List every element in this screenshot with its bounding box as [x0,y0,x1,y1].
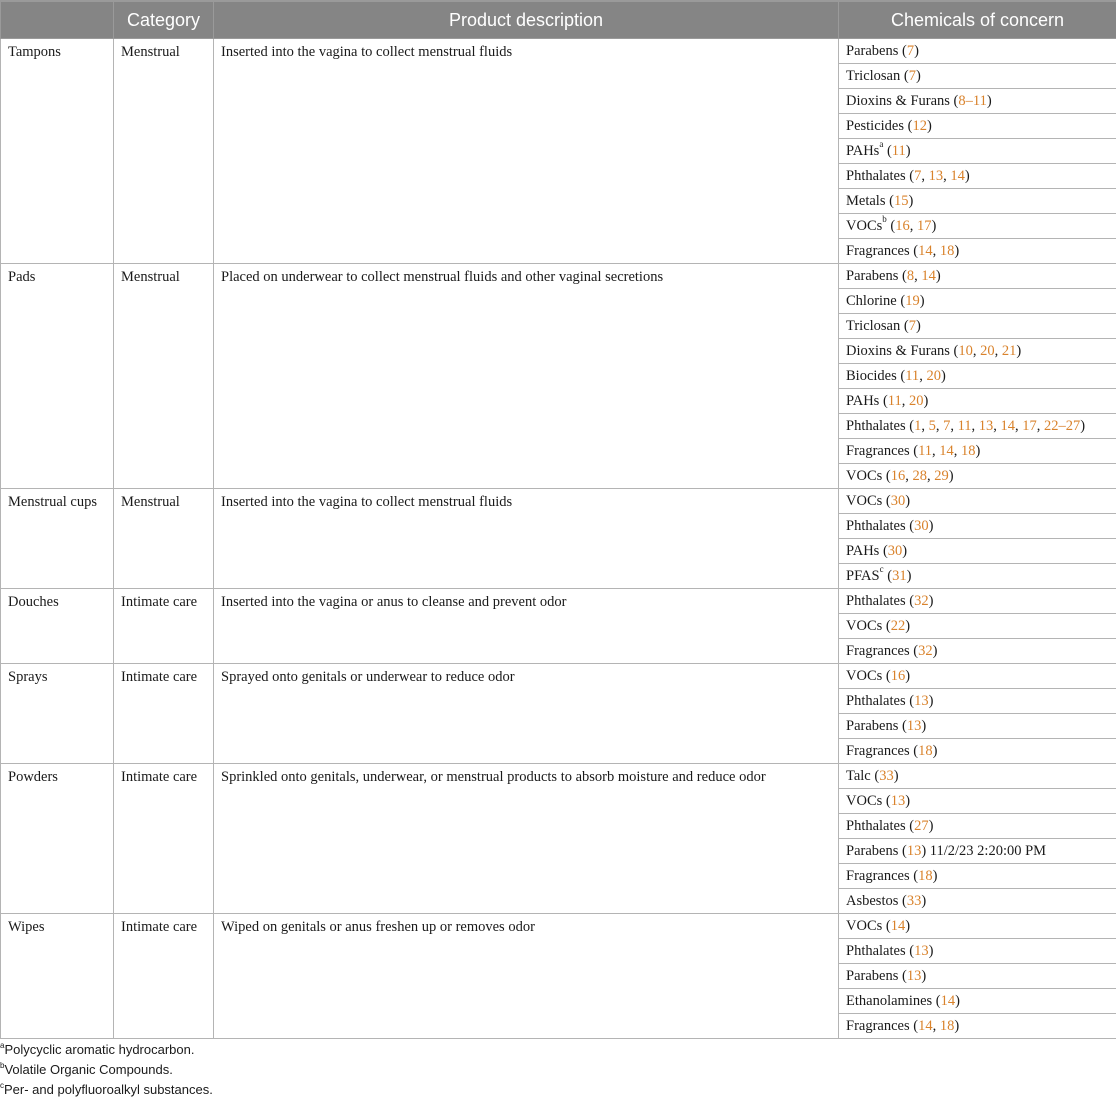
chemical-name: Parabens [846,268,899,284]
chemical-cell: Phthalates (7, 13, 14) [839,164,1116,189]
reference-link[interactable]: 13 [914,943,929,959]
chemical-cell: VOCs (13) [839,789,1116,814]
reference-link[interactable]: 10 [958,343,973,359]
reference-link[interactable]: 20 [980,343,995,359]
chemical-cell: Fragrances (14, 18) [839,1014,1116,1039]
footnote-text: Per- and polyfluoroalkyl substances. [4,1082,213,1097]
reference-link[interactable]: 16 [890,668,906,684]
chemical-name: Fragrances [846,643,910,659]
footnote-text: Polycyclic aromatic hydrocarbon. [4,1042,195,1057]
chemical-cell: Fragrances (11, 14, 18) [839,439,1116,464]
reference-link[interactable]: 28 [912,468,927,484]
footnote [0,1060,213,1080]
chemical-cell: Pesticides (12) [839,114,1116,139]
reference-link[interactable]: 8–11 [958,93,987,109]
chemical-name: Ethanolamines [846,993,933,1009]
chemical-cell: Asbestos (33) [839,889,1116,914]
reference-link[interactable]: 32 [914,593,929,609]
chemical-name: Phthalates [846,943,906,959]
product-name: Pads [1,264,114,489]
reference-link[interactable]: 13 [928,168,944,184]
reference-link[interactable]: 18 [961,443,976,459]
chemical-cell: Dioxins & Furans (10, 20, 21) [839,339,1116,364]
reference-link[interactable]: 8 [906,268,915,284]
chemical-name: PAHs [846,393,880,409]
reference-link[interactable]: 22 [890,618,906,634]
footnote-mark: b [0,1060,5,1070]
table-row [1,39,1116,64]
reference-link[interactable]: 22–27 [1044,418,1081,434]
chemical-name: Phthalates [846,518,906,534]
product-name: Menstrual cups [1,489,114,589]
reference-link[interactable]: 18 [918,743,933,759]
product-description: Placed on underwear to collect menstrual fluids and other vaginal secretions [214,264,839,489]
reference-link[interactable]: 14 [890,918,906,934]
reference-link[interactable]: 29 [934,468,949,484]
reference-link[interactable]: 7 [914,168,922,184]
table-row [1,489,1116,514]
product-name: Wipes [1,914,114,1039]
header-chemicals: Chemicals of concern [839,1,1116,39]
chemical-cell: Phthalates (1, 5, 7, 11, 13, 14, 17, 22–27) [839,414,1116,439]
chemical-cell: Triclosan (7) [839,64,1116,89]
chemical-name: Fragrances [846,868,910,884]
chemical-name: VOCs [846,493,883,509]
product-name: Powders [1,764,114,914]
footnote-marker: c [879,564,884,575]
chemical-cell: PFAS$^c$ (31) [839,564,1116,589]
reference-link[interactable]: 7 [908,318,916,334]
chemical-name: PAHs [846,543,880,559]
chemical-name: Dioxins & Furans [846,343,950,359]
chemical-cell: Phthalates (13) [839,939,1116,964]
chemical-name: VOCs [846,218,883,234]
reference-link[interactable]: 30 [887,543,903,559]
table-row [1,764,1116,789]
reference-link[interactable]: 11 [887,393,902,409]
reference-link[interactable]: 18 [939,1018,955,1034]
chemical-cell: Fragrances (18) [839,739,1116,764]
chemical-name: Metals [846,193,886,209]
product-description: Sprinkled onto genitals, underwear, or menstrual products to absorb moisture and reduce odor [214,764,839,914]
footnote [0,1080,213,1100]
reference-link[interactable]: 14 [918,1018,933,1034]
product-category: Intimate care [114,914,214,1039]
reference-link[interactable]: 21 [1001,343,1017,359]
chemical-name: Fragrances [846,243,910,259]
chemical-cell: Chlorine (19) [839,289,1116,314]
chemical-name: Phthalates [846,818,906,834]
reference-link[interactable]: 14 [1000,418,1016,434]
table-row [1,914,1116,939]
chemical-name: Parabens [846,968,899,984]
header-category: Category [114,1,214,39]
footnote-marker: a [879,139,884,150]
chemical-cell: Phthalates (13) [839,689,1116,714]
reference-link[interactable]: 20 [909,393,924,409]
chemical-name: VOCs [846,793,883,809]
footnote-mark: c [0,1080,4,1090]
product-description: Inserted into the vagina to collect menstrual fluids [214,489,839,589]
reference-link[interactable]: 16 [890,468,906,484]
reference-link[interactable]: 5 [928,418,936,434]
chemical-cell: VOCs (14) [839,914,1116,939]
reference-link[interactable]: 33 [906,893,922,909]
chemical-name: PFAS [846,568,880,584]
reference-link[interactable]: 32 [918,643,933,659]
reference-link[interactable]: 11 [957,418,972,434]
chemical-cell: Parabens (13) [839,964,1116,989]
chemical-name: Phthalates [846,593,906,609]
product-name: Douches [1,589,114,664]
chemical-cell: Triclosan (7) [839,314,1116,339]
chemical-name: VOCs [846,468,883,484]
product-category: Intimate care [114,764,214,914]
chemical-cell: PAHs (11, 20) [839,389,1116,414]
chemical-cell: PAHs$^a$ (11) [839,139,1116,164]
product-description: Sprayed onto genitals or underwear to reduce odor [214,664,839,764]
reference-link[interactable]: 16 [895,218,910,234]
chemical-cell: Fragrances (32) [839,639,1116,664]
reference-link[interactable]: 7 [906,43,915,59]
chemical-cell: VOCs$^b$ (16, 17) [839,214,1116,239]
product-name: Tampons [1,39,114,264]
reference-link[interactable]: 15 [893,193,909,209]
footnote-text: Volatile Organic Compounds. [4,1062,173,1077]
chemical-cell: Phthalates (32) [839,589,1116,614]
reference-link[interactable]: 13 [978,418,994,434]
chemical-cell: Talc (33) [839,764,1116,789]
reference-link[interactable]: 33 [879,768,894,784]
reference-link[interactable]: 27 [914,818,929,834]
chemical-name: Chlorine [846,293,897,309]
reference-link[interactable]: 11 [905,368,920,384]
reference-link[interactable]: 14 [918,243,933,259]
chemical-name: Fragrances [846,443,910,459]
chemical-name: VOCs [846,918,883,934]
chemical-cell: Dioxins & Furans (8–11) [839,89,1116,114]
chemical-cell: Biocides (11, 20) [839,364,1116,389]
chemical-cell: Phthalates (30) [839,514,1116,539]
reference-link[interactable]: 13 [906,968,922,984]
reference-link[interactable]: 17 [1022,418,1037,434]
chemical-name: PAHs [846,143,880,159]
chemical-name: Fragrances [846,1018,910,1034]
table-header-row [1,1,1116,39]
product-category: Intimate care [114,589,214,664]
reference-link[interactable]: 13 [914,693,929,709]
product-category: Intimate care [114,664,214,764]
reference-link[interactable]: 13 [906,718,922,734]
reference-link[interactable]: 1 [914,418,922,434]
chemical-cell: Parabens (13) 11/2/23 2:20:00 PM [839,839,1116,864]
table-row [1,664,1116,689]
chemical-name: VOCs [846,618,883,634]
chemical-note: 11/2/23 2:20:00 PM [926,843,1047,859]
chemical-cell: PAHs (30) [839,539,1116,564]
product-category: Menstrual [114,39,214,264]
reference-link[interactable]: 11 [891,143,906,159]
chemical-cell: Parabens (8, 14) [839,264,1116,289]
reference-link[interactable]: 18 [918,868,933,884]
product-category: Menstrual [114,264,214,489]
reference-link[interactable]: 12 [912,118,927,134]
reference-link[interactable]: 13 [906,843,922,859]
reference-link[interactable]: 13 [890,793,906,809]
product-description: Wiped on genitals or anus freshen up or removes odor [214,914,839,1039]
reference-link[interactable]: 20 [926,368,941,384]
product-description: Inserted into the vagina to collect menstrual fluids [214,39,839,264]
chemical-name: Parabens [846,718,899,734]
chemical-cell: VOCs (22) [839,614,1116,639]
reference-link[interactable]: 7 [908,68,916,84]
chemical-cell: VOCs (16, 28, 29) [839,464,1116,489]
reference-link[interactable]: 17 [916,218,932,234]
chemical-name: Biocides [846,368,897,384]
table-row [1,589,1116,614]
chemical-name: Asbestos [846,893,899,909]
chemical-name: Parabens [846,43,899,59]
chemical-name: Phthalates [846,693,906,709]
reference-link[interactable]: 14 [921,268,936,284]
reference-link[interactable]: 14 [950,168,965,184]
reference-link[interactable]: 14 [940,993,956,1009]
footnote [0,1040,213,1060]
chemical-cell: Phthalates (27) [839,814,1116,839]
footnotes [0,1040,213,1100]
header-product [1,1,114,39]
chemical-cell: VOCs (16) [839,664,1116,689]
reference-link[interactable]: 19 [905,293,920,309]
chemical-name: Phthalates [846,168,906,184]
chemical-name: Dioxins & Furans [846,93,950,109]
chemical-name: Pesticides [846,118,904,134]
reference-link[interactable]: 31 [892,568,907,584]
chemical-name: Parabens [846,843,899,859]
chemical-cell: Parabens (13) [839,714,1116,739]
chemical-name: VOCs [846,668,883,684]
chemical-name: Fragrances [846,743,910,759]
header-description: Product description [214,1,839,39]
reference-link[interactable]: 30 [914,518,929,534]
chemical-name: Talc [846,768,871,784]
chemical-name: Triclosan [846,318,901,334]
chemical-name: Triclosan [846,68,901,84]
chemical-name: Phthalates [846,418,906,434]
reference-link[interactable]: 30 [890,493,906,509]
chemical-cell: Fragrances (18) [839,864,1116,889]
reference-link[interactable]: 14 [939,443,954,459]
reference-link[interactable]: 18 [939,243,955,259]
reference-link[interactable]: 7 [943,418,951,434]
table-row [1,264,1116,289]
chemical-cell: Ethanolamines (14) [839,989,1116,1014]
footnote-mark: a [0,1040,5,1050]
product-name: Sprays [1,664,114,764]
chemical-cell: VOCs (30) [839,489,1116,514]
chemical-cell: Fragrances (14, 18) [839,239,1116,264]
chemical-cell: Parabens (7) [839,39,1116,64]
footnote-marker: b [882,214,887,225]
chemical-cell: Metals (15) [839,189,1116,214]
product-category: Menstrual [114,489,214,589]
reference-link[interactable]: 11 [918,443,933,459]
product-description: Inserted into the vagina or anus to cleanse and prevent odor [214,589,839,664]
